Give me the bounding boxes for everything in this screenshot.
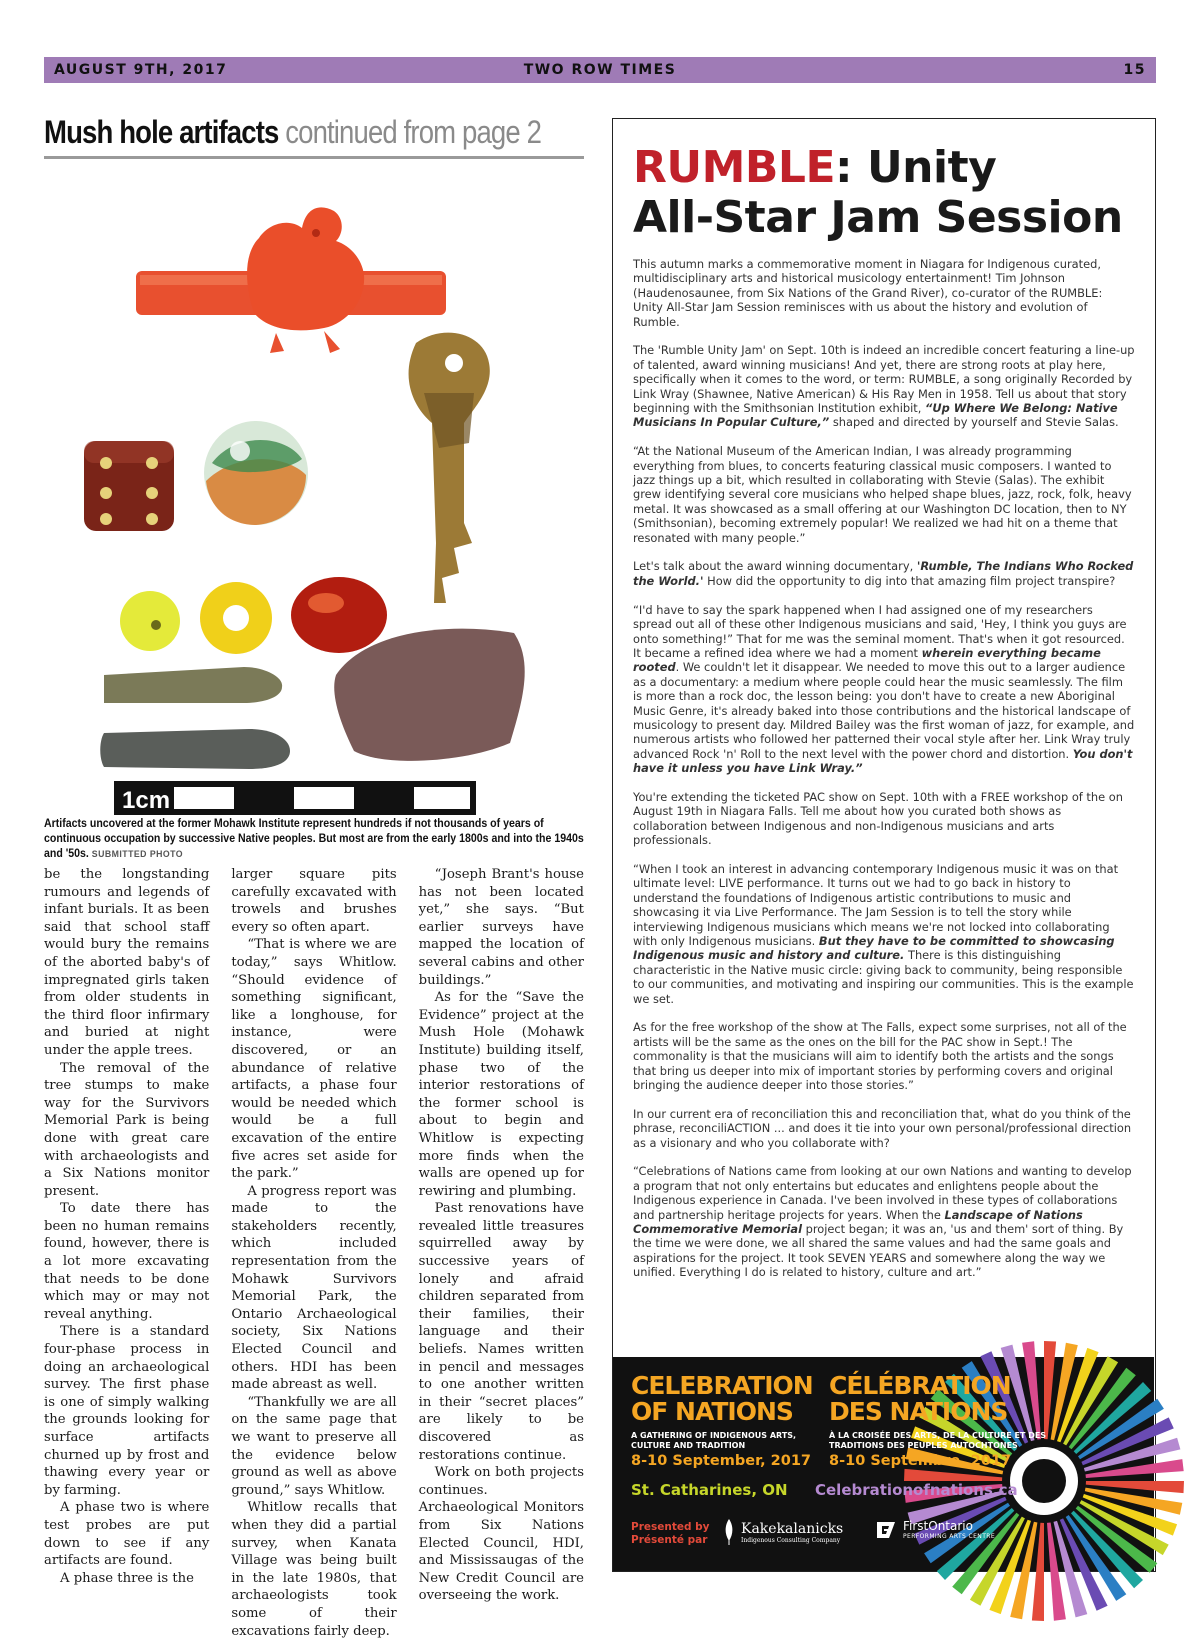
stone-tools — [100, 629, 524, 769]
burst-ray — [1086, 1459, 1184, 1478]
ad-subtitle-french: À LA CROISÉE DES ARTS, DE LA CULTURE ET DES TRADITIONS DES PEUPLES AUTOCHTONES — [829, 1431, 1047, 1450]
headline-rule — [44, 156, 584, 159]
text-run: How did the opportunity to dig into that amazing film project transpire? — [707, 573, 1116, 588]
sponsor1-name: Kakekalanicks — [741, 1520, 844, 1537]
interview-paragraph: As for the free workshop of the show at The Falls, expect some surprises, not all of the artists will be the same as the ones on the bill for the PAC show in Sept.! The commonality is that the musicians will aim to identify both the artists and the songs that bring us deeper into mix of important stories by performing covers and original bringing the audience deeper into those stories.” — [633, 1020, 1127, 1093]
title-rumble: RUMBLE — [633, 142, 836, 193]
text-run: project began; it was an, 'us and them' sort of thing. By the time we were done, we all shared the same values and had the same goals and aspirations for the project. It took SEVEN YEARS and somewhere along the way we unified. Everything I do is related to history, culture and art.” — [633, 1222, 1124, 1280]
interview-paragraph — [633, 559, 1135, 588]
headline-bold: Mush hole artifacts — [44, 114, 279, 150]
presented-by-fr: Présenté par — [631, 1534, 708, 1546]
text-run: “I'd have to say the spark happened when I had assigned one of my researchers spread out all of these other Indigenous musicians and said, 'Hey, I think you guys are onto something!” That for me was the seminal moment. That's when it got resourced. It became a refined idea where we had a moment — [633, 602, 1127, 660]
story-column-1 — [44, 866, 209, 1640]
emphasis: But they have to be committed to showcasing Indigenous music and history and culture. — [633, 934, 1115, 963]
interview-paragraph: You're extending the ticketed PAC show on Sept. 10th with a FREE workshop of the on August 19th in Niagara Falls. Tell me about how you curated both shows as collaboration between Indigenous and non-Indigenous musicians and arts professionals. — [633, 789, 1123, 848]
sponsor-kakekalanicks — [723, 1519, 843, 1545]
interview-paragraph — [633, 1164, 1135, 1279]
text-run: “Celebrations of Nations came from looking at our own Nations and wanting to develop a program that not only entertains but educates and enlightens people about the Indigenous experience in Canada. I've been involved in these types of collaborations and partnership heritage projects for years. When the — [633, 1164, 1132, 1222]
photo-caption — [44, 817, 584, 862]
page-number: 15 — [1123, 62, 1146, 78]
ad-date-french: 8-10 Septembre, 2017 — [829, 1453, 1012, 1469]
paragraph: As for the “Save the Evidence” project at the Mush Hole (Mohawk Institute) building itself, phase two of the interior restorations of the former school is about to begin and Whitlow is expecting more finds when the walls are opened up for rewiring and plumbing. — [418, 990, 584, 1199]
sponsor-firstontario — [875, 1519, 995, 1540]
sponsor2-tagline: PERFORMING ARTS CENTRE — [903, 1533, 996, 1540]
interview-paragraph: This autumn marks a commemorative moment in Niagara for Indigenous curated, multidisciplinary arts and historical musicology entertainment! Tim Johnson (Haudenosaunee, from Six Nations of the Grand River), co-curator of the RUMBLE: Unity All-Star Jam Session reminisces with us about the history and evolution of Rumble. — [633, 257, 1103, 329]
ad-presented-by — [631, 1521, 710, 1547]
bone-die — [84, 441, 174, 531]
glass-beads — [120, 577, 387, 654]
rusty-key — [409, 333, 490, 603]
ad-title-english: CELEBRATION OF NATIONS — [631, 1371, 813, 1426]
headline-continued: continued from page 2 — [285, 114, 542, 150]
presented-by-en: Presented by — [631, 1521, 710, 1533]
ad-subtitle-english: A GATHERING OF INDIGENOUS ARTS, CULTURE AND TRADITION — [631, 1431, 797, 1450]
story-column-2 — [231, 866, 396, 1640]
rumble-title — [633, 143, 1135, 243]
paragraph: be the longstanding rumours and legends of infant burials. It as been said that school staff would bury the remains of the aborted baby's of impregnated girls taken from older students in the third floor infirmary and buried at night under the apple trees. — [44, 867, 210, 1058]
text-run: . We couldn't let it disappear. We needed to move this out to a larger audience as a documentary: a medium where people could hear the music seamlessly. The film is more than a rock doc, the lesson being: you don't have to create a new Aboriginal Music Genre, it's already baked into those contributions and the historical landscape of musicology to present day. Mildred Bailey was the first woman of jazz, for example, and numerous artists who followed her patterned their vocal style after her. Link Wray truly advanced Rock 'n' Roll to the next level with the power chord and distortion. — [633, 660, 1135, 761]
sponsor1-tagline: Indigenous Consulting Company — [741, 1536, 841, 1544]
text-run: There is this distinguishing characteristic in the Native music circle: giving back to community, being responsible to our communities, and motivating and inspiring our communities. This is the example we set. — [633, 948, 1134, 1006]
paragraph: There is a standard four-phase process in doing an archaeological survey. The first phase is one of simply walking the grounds looking for surface artifacts churned up by frost and thawing every year or by farming. — [44, 1324, 210, 1498]
film-title: 'Rumble, The Indians Who Rocked the World.' — [633, 559, 1134, 588]
ad-city: St. Catharines, ON — [631, 1481, 788, 1499]
red-duck-pin — [136, 207, 446, 353]
artifacts-photo — [44, 163, 584, 814]
paragraph: A phase two is where test probes are put down to see if any artifacts are found. — [44, 1500, 210, 1569]
paragraph: Work on both projects continues. Archaeological Monitors from Six Nations Elected Council, HDI, and Mississaugas of the New Credit Council are overseeing the work. — [418, 1465, 584, 1604]
interview-paragraph — [633, 862, 1135, 1006]
artifacts-photo-image — [44, 163, 584, 814]
paragraph: “Joseph Brant's house has not been located yet,” she says. “But earlier surveys have mapped the location of several cabins and other buildings.” — [418, 867, 584, 988]
title-part-1: : Unity — [835, 142, 997, 193]
paragraph: larger square pits carefully excavated with trowels and brushes every so often apart. — [231, 867, 397, 935]
paragraph: Whitlow recalls that when they did a partial survey, when Kanata Village was being built in the late 1980s, that archaeologists took some of their excavations fairly deep. — [231, 1500, 397, 1639]
publication-name: TWO ROW TIMES — [523, 62, 677, 78]
story-column-3 — [419, 866, 584, 1640]
rumble-interview-box — [612, 118, 1156, 1572]
firstontario-logo-icon — [875, 1520, 897, 1540]
story-body — [44, 866, 584, 1640]
emphasis: You don't have it unless you have Link Wray.” — [633, 746, 1133, 776]
sponsor2-name: FirstOntario — [903, 1519, 973, 1533]
paragraph: To date there has been no human remains found, however, there is a lot more excavating that needs to be done which may or may not reveal anything. — [44, 1201, 210, 1322]
paragraph: A progress report was made to the stakeholders recently, which included representation from the Mohawk Survivors Memorial Park, the Ontario Archaeological society, Six Nations Elected Council and others. HDI has been made abreast as well. — [231, 1183, 397, 1393]
caption-text: Artifacts uncovered at the former Mohawk Institute represent hundreds if not thousands of years of continuous occupation by successive Native peoples. But most are from the early 1800s and into the 1940s and '50s. — [44, 818, 584, 860]
interview-paragraph — [633, 603, 1135, 776]
title-part-2: All-Star Jam Session — [633, 192, 1123, 243]
text-run: “When I took an interest in advancing contemporary Indigenous music it was on that ultimate level: LIVE performance. It turns out we had to go back in history to understand the foundations of Indigenous artistic contributions to music and showcasing it via Live Performance. The Jam Session is to tell the story while interviewing Indigenous musicians which means we're not locked into collaborating with only Indigenous musicians. — [633, 861, 1119, 948]
paragraph: “That is where we are today,” says Whitlow. “Should evidence of something significant, like a longhouse, for instance, were discovered, or an abundance of relative artifacts, a phase four would be needed which would be a full excavation of the entire five acres set aside for the park.” — [231, 937, 397, 1182]
paragraph: The removal of the tree stumps to make way for the Survivors Memorial Park is being done with great care with archaeologists and a Six Nations monitor present. — [44, 1060, 210, 1199]
paragraph: “Thankfully we are all on the same page that we want to preserve all the evidence below ground as well as above ground,” says Whitlow. — [231, 1394, 397, 1498]
scale-label: 1cm — [122, 787, 171, 814]
header-bar — [44, 57, 1156, 83]
project-title: Landscape of Nations Commemorative Memorial — [633, 1207, 1083, 1237]
text-run: Let's talk about the award winning documentary, — [633, 559, 914, 574]
text-run: shaped and directed by yourself and Stevie Salas. — [832, 415, 1119, 430]
text-run: The 'Rumble Unity Jam' on Sept. 10th is indeed an incredible concert featuring a line-up of talented, award winning musicians! And yet, there are strong roots at play here, specifically when it comes to the word, or term: RUMBLE, a song originally Recorded by Link Wray (Shawnee, Native American) & His Ray Men in 1958. Tell us about that story beginning with the Smithsonian Institution exhibit, — [633, 343, 1135, 416]
ad-date-english: 8-10 September, 2017 — [631, 1453, 812, 1469]
celebration-of-nations-ad[interactable] — [613, 1357, 1154, 1571]
interview-paragraph: “At the National Museum of the American Indian, I was already programming everything from blues, to concerts featuring classical music composers. I wanted to jazz things up a bit, which resulted in collaborating with Stevie (Salas). The exhibit grew identifying several core musicians who helped shape blues, jazz, rock, folk, heavy metal. It was showcased as a small offering at our Washington DC location, then to NY (Smithsonian), becoming extremely popular! We realized we had hit on a theme that resonated with many people.” — [633, 444, 1132, 545]
glass-marble — [204, 421, 308, 525]
ad-website-link[interactable]: Celebrationofnations.ca — [815, 1481, 1018, 1499]
ad-title-french: CÉLÉBRATION DES NATIONS — [829, 1371, 1011, 1426]
feather-icon — [723, 1519, 735, 1545]
paragraph: Past renovations have revealed little treasures squirrelled away by successive years of lonely and afraid children separated from their families, their language and their beliefs. Names written in pencil and messages to one another written in their “secret places” are likely to be discovered as restorations continue. — [418, 1201, 584, 1463]
interview-body — [633, 257, 1135, 1280]
emphasis: wherein everything became rooted — [633, 645, 1101, 675]
continued-headline — [44, 112, 542, 152]
left-column — [44, 112, 584, 862]
burst-ray — [1047, 1523, 1066, 1621]
photo-credit: SUBMITTED PHOTO — [91, 849, 184, 860]
issue-date: AUGUST 9TH, 2017 — [54, 62, 228, 78]
interview-paragraph: In our current era of reconciliation this and reconciliation that, what do you think of the phrase, reconciliACTION ... and does it tie into your own personal/professional direction as a visionary and who you collaborate with? — [633, 1106, 1132, 1150]
interview-paragraph — [633, 343, 1135, 429]
exhibit-title: “Up Where We Belong: Native Musicians In Popular Culture,” — [633, 401, 1118, 430]
paragraph: A phase three is the — [60, 1570, 194, 1586]
